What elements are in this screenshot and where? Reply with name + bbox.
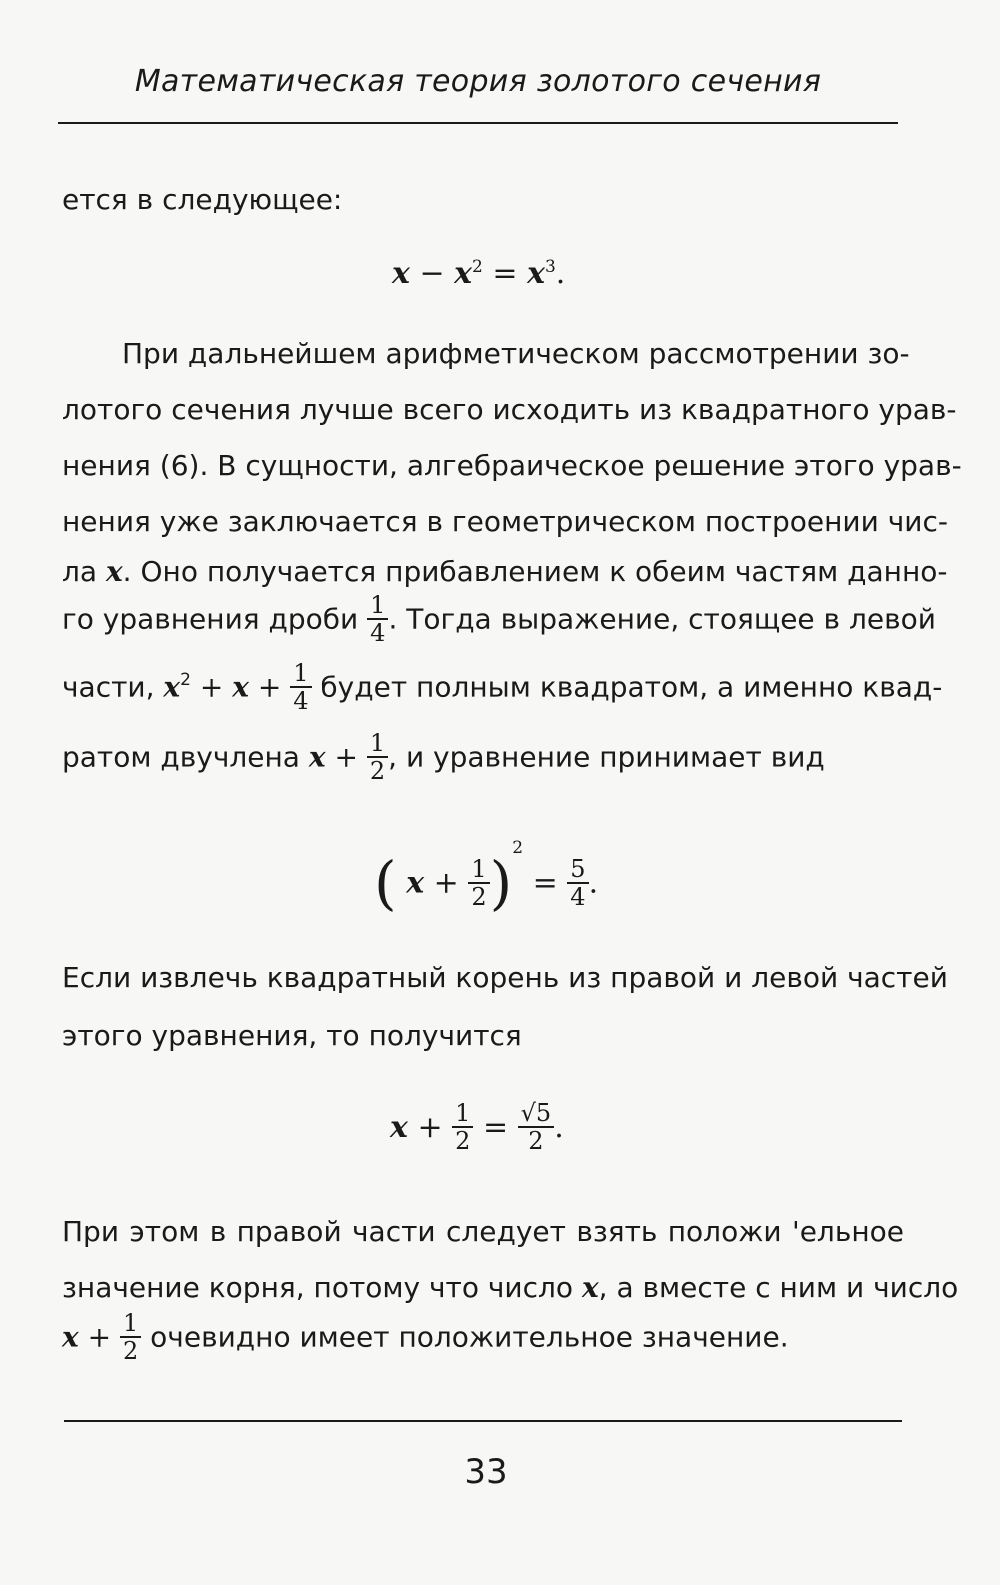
text-line: Если извлечь квадратный корень из правой и левой частей: [62, 961, 948, 994]
frac-num: 1: [369, 729, 386, 757]
fraction-one-half: [120, 1310, 141, 1365]
math-var: x: [454, 256, 473, 291]
math-op: +: [433, 865, 459, 901]
equation-2: [374, 838, 598, 917]
math-exp: 2: [512, 838, 524, 858]
math-paren: ): [489, 849, 513, 917]
math-op: −: [419, 256, 445, 291]
frac-den: 4: [567, 882, 588, 910]
math-dot: .: [588, 865, 599, 901]
math-var: x: [392, 256, 410, 291]
math-var: x: [527, 256, 545, 291]
page-number: 33: [464, 1452, 508, 1492]
text-line: этого уравнения, то получится: [62, 1019, 522, 1052]
frac-num: 5: [570, 854, 586, 883]
math-op: +: [417, 1109, 443, 1145]
fraction-one-half: [452, 1100, 473, 1155]
frac-num: √5: [520, 1099, 552, 1127]
text-line: нения уже заключается в геометрическом построении чис-: [62, 505, 948, 538]
text-line: нения (6). В сущности, алгебраическое решение этого урав-: [62, 449, 962, 482]
frac-num: 1: [122, 1309, 139, 1337]
math-exp: 3: [544, 257, 556, 277]
text-span: ратом двучлена: [62, 740, 300, 774]
text-line: При этом в правой части следует взять положи 'ельное: [62, 1215, 904, 1248]
text-span: значение корня, потому что число: [62, 1271, 574, 1304]
text-span: . Оно получается прибавлением к обеим частям данно-: [122, 555, 948, 588]
text-line: ется в следующее:: [62, 183, 343, 216]
text-line: [62, 1271, 959, 1304]
text-line: [62, 1310, 789, 1365]
fraction-one-quarter: [367, 592, 388, 647]
math-var: x: [581, 1271, 599, 1304]
running-header: Математическая теория золотого сечения: [134, 64, 822, 99]
math-var: x: [390, 1109, 408, 1145]
frac-num: 1: [471, 854, 487, 883]
math-op: =: [492, 256, 518, 291]
text-span: будет полным квадратом, а именно квад-: [320, 670, 943, 704]
math-op: +: [334, 740, 358, 774]
text-line: [62, 730, 825, 785]
footer-rule: [64, 1420, 902, 1422]
fraction-one-half: [468, 856, 489, 911]
text-line: лотого сечения лучше всего исходить из квадратного урав-: [62, 393, 957, 426]
text-line: При дальнейшем арифметическом рассмотрении зо-: [122, 337, 910, 370]
text-line: [62, 660, 942, 715]
math-var: x: [406, 865, 425, 901]
math-dot: .: [555, 256, 566, 291]
math-var: x: [232, 670, 249, 704]
frac-den: 2: [120, 1336, 141, 1364]
text-line: [62, 555, 948, 588]
math-paren: (: [374, 849, 397, 917]
math-op: +: [87, 1320, 112, 1354]
frac-den: 2: [452, 1126, 473, 1154]
math-op: =: [532, 865, 558, 901]
frac-num: 1: [455, 1099, 471, 1127]
math-dot: .: [554, 1109, 564, 1145]
text-span: , и уравнение принимает вид: [388, 740, 825, 774]
math-op: =: [482, 1109, 509, 1145]
math-op: +: [199, 670, 224, 704]
text-span: , а вместе с ним и число: [598, 1271, 959, 1304]
frac-num: 1: [293, 659, 309, 687]
frac-den: 2: [367, 756, 388, 784]
math-var: x: [62, 1320, 79, 1354]
equation-1: [392, 256, 565, 291]
fraction-five-quarters: [567, 856, 588, 911]
text-line: [62, 592, 936, 647]
text-span: го уравнения дроби: [62, 602, 359, 636]
frac-num: 1: [370, 591, 386, 619]
text-span: . Тогда выражение, стоящее в левой: [388, 602, 936, 636]
frac-den: 4: [367, 618, 388, 646]
text-span: части,: [62, 670, 155, 704]
text-span: ла: [62, 555, 98, 588]
header-rule: [58, 122, 898, 124]
math-exp: 2: [472, 257, 483, 277]
frac-den: 2: [518, 1126, 555, 1154]
fraction-sqrt5-over-2: [518, 1100, 555, 1155]
math-var: x: [163, 670, 181, 704]
math-var: x: [105, 555, 123, 588]
math-op: +: [257, 670, 282, 704]
fraction-one-half: [367, 730, 388, 785]
fraction-one-quarter: [290, 660, 311, 715]
frac-den: 4: [290, 686, 311, 714]
text-span: очевидно имеет положительное значение.: [150, 1320, 789, 1354]
math-exp: 2: [180, 670, 191, 691]
math-var: x: [308, 740, 326, 774]
frac-den: 2: [468, 882, 489, 910]
equation-3: [390, 1100, 564, 1155]
